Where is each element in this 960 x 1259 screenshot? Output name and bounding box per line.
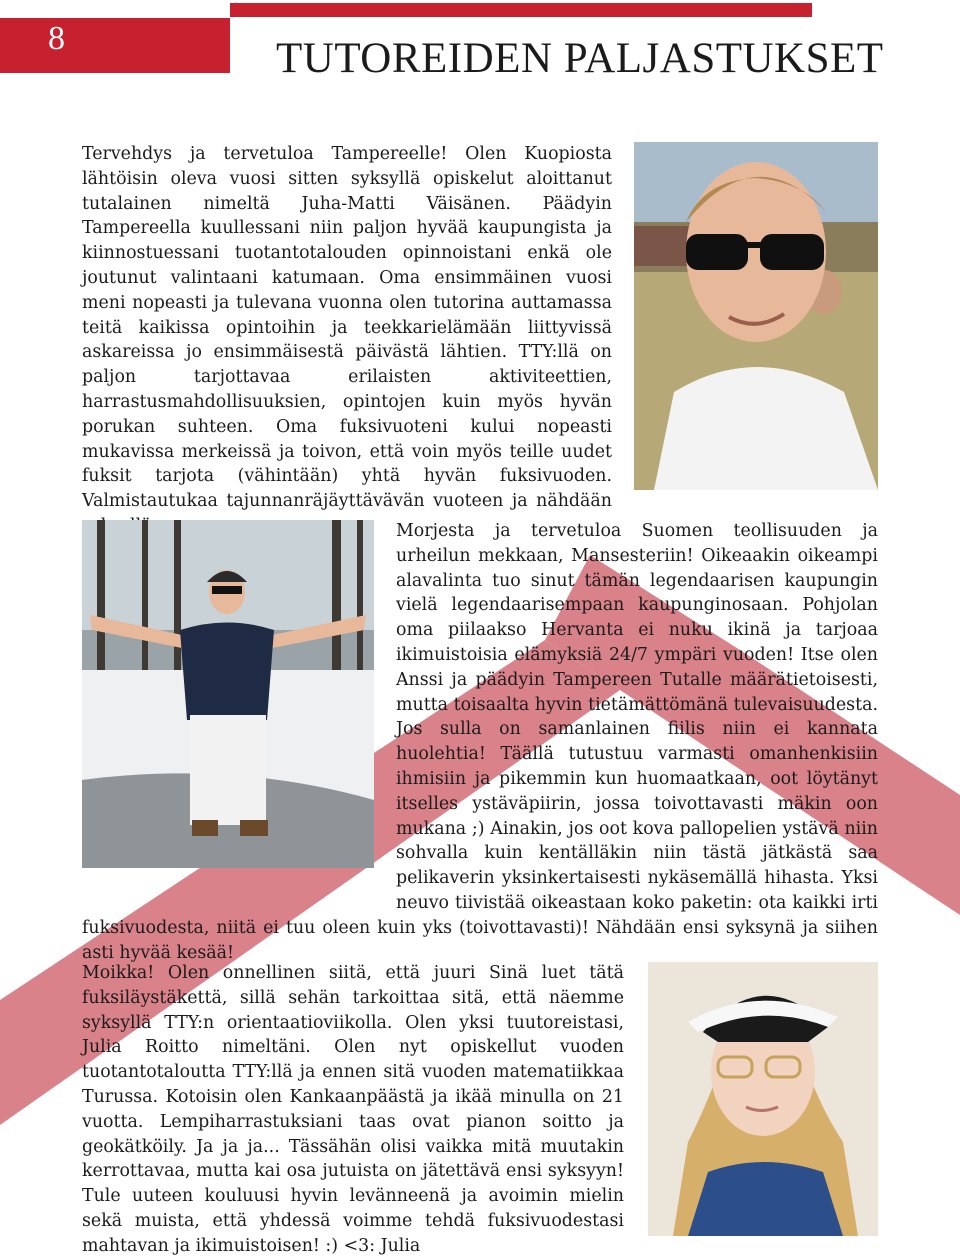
article-julia: Moikka! Olen onnellinen siitä, että juuri Sinä luet tätä fuksiläystäkettä, sillä sehän tarkoittaa sitä, että näemme syksyllä TTY:n orientaatioviikolla. Olen yksi tuutoreistasi, Julia Roitto nimeltäni. Olen nyt opiskellut vuoden tuotantotaloutta TTY:llä ja ennen sitä vuoden matematiikkaa Turussa. Kotoisin olen Kankaanpäästä ja ikää minulla on 21 vuotta. Lempiharrastuksiani taas ovat pianon soitto ja geokätköily. Ja ja ja... Tässähän olisi vaikka mitä muutakin kerrottavaa, mutta kai osa jutuista on jätettävä ensi syksyyn! Tule uuteen kouluusi hyvin levänneenä ja avoimin mielin sekä muista, että yhdessä voimme tehdä fuksivuodestasi mahtavan ja ikimuistoisen! :) <3: Julia xyxy=(82,963,624,1256)
article-anssi-text: Morjesta ja tervetuloa Suomen teollisuuden ja urheilun mekkaan, Mansesteriin! Oikeaakin oikeampi alavalinta tuo sinut tämän legendaarisen kaupungin vielä legendaarisempaan kaupunginosaan. Pohjolan oma piilaakso Hervanta ei nuku ikinä ja tarjoaa ikimuistoisia elämyksiä 24/7 ympäri vuoden! Itse olen Anssi ja päädyin Tampereen Tutalle määrätietoisesti, mutta toisaalta hyvin tietämättömänä tulevaisuudesta. Jos sulla on samanlainen fiilis niin ei kannata huolehtia! Täällä tutustuu varmasti omanhenkisiin ihmisiin ja pikemmin kun huomaatkaan, oot löytänyt itselles ystäväpiirin, jossa toivottavasti mäkin oon mukana ;) Ainakin, jos oot kova pallopelien ystävä niin sohvalla kuin kentälläkin niin tästä jätkästä saa pelikaverin yksinkertaisesti nykäsemällä hihasta. Yksi neuvo tiivistää oikeastaan koko paketin: ota kaikki irti fuksivuodesta, niitä ei tuu oleen kuin yks (toivottavasti)! Nähdään ensi syksynä ja siihen asti hyvää kesää! xyxy=(82,521,878,963)
photo-julia xyxy=(648,962,878,1236)
photo-anssi xyxy=(82,520,374,868)
header-bar-right xyxy=(230,3,812,17)
page-number: 8 xyxy=(48,20,65,57)
article-juha-matti: Tervehdys ja tervetuloa Tampereelle! Olen Kuopiosta lähtöisin oleva vuosi sitten syksyllä opiskelut aloittanut tutalainen nimeltä Juha-Matti Väisänen. Päädyin Tampereella kuullessani niin paljon hyvää kaupungista ja kiinnostuessani tuotantotalouden opinnoistani enkä ole joutunut valintaani katumaan. Oma ensimmäinen vuosi meni nopeasti ja tulevana vuonna olen tutorina auttamassa teitä kaikissa opintoihin ja teekkarielämään liittyvissä askareissa jo ensimmäisestä päivästä lähtien. TTY:llä on paljon tarjottavaa erilaisten aktiviteettien, harrastusmahdollisuuksien, opintojen kuin myös hyvän porukan suhteen. Oma fuksivuoteni kului nopeasti mukavissa merkeissä ja toivon, että voin myös teille uudet fuksit tarjota (vähintään) yhtä hyvän fuksivuoden. Valmistautukaa tajunnanräjäyttävävän vuoteen ja nähdään xyxy=(82,144,612,512)
header-bar-left xyxy=(0,18,230,73)
photo-juha-matti xyxy=(634,142,878,490)
page-title: TUTOREIDEN PALJASTUKSET xyxy=(276,35,884,82)
